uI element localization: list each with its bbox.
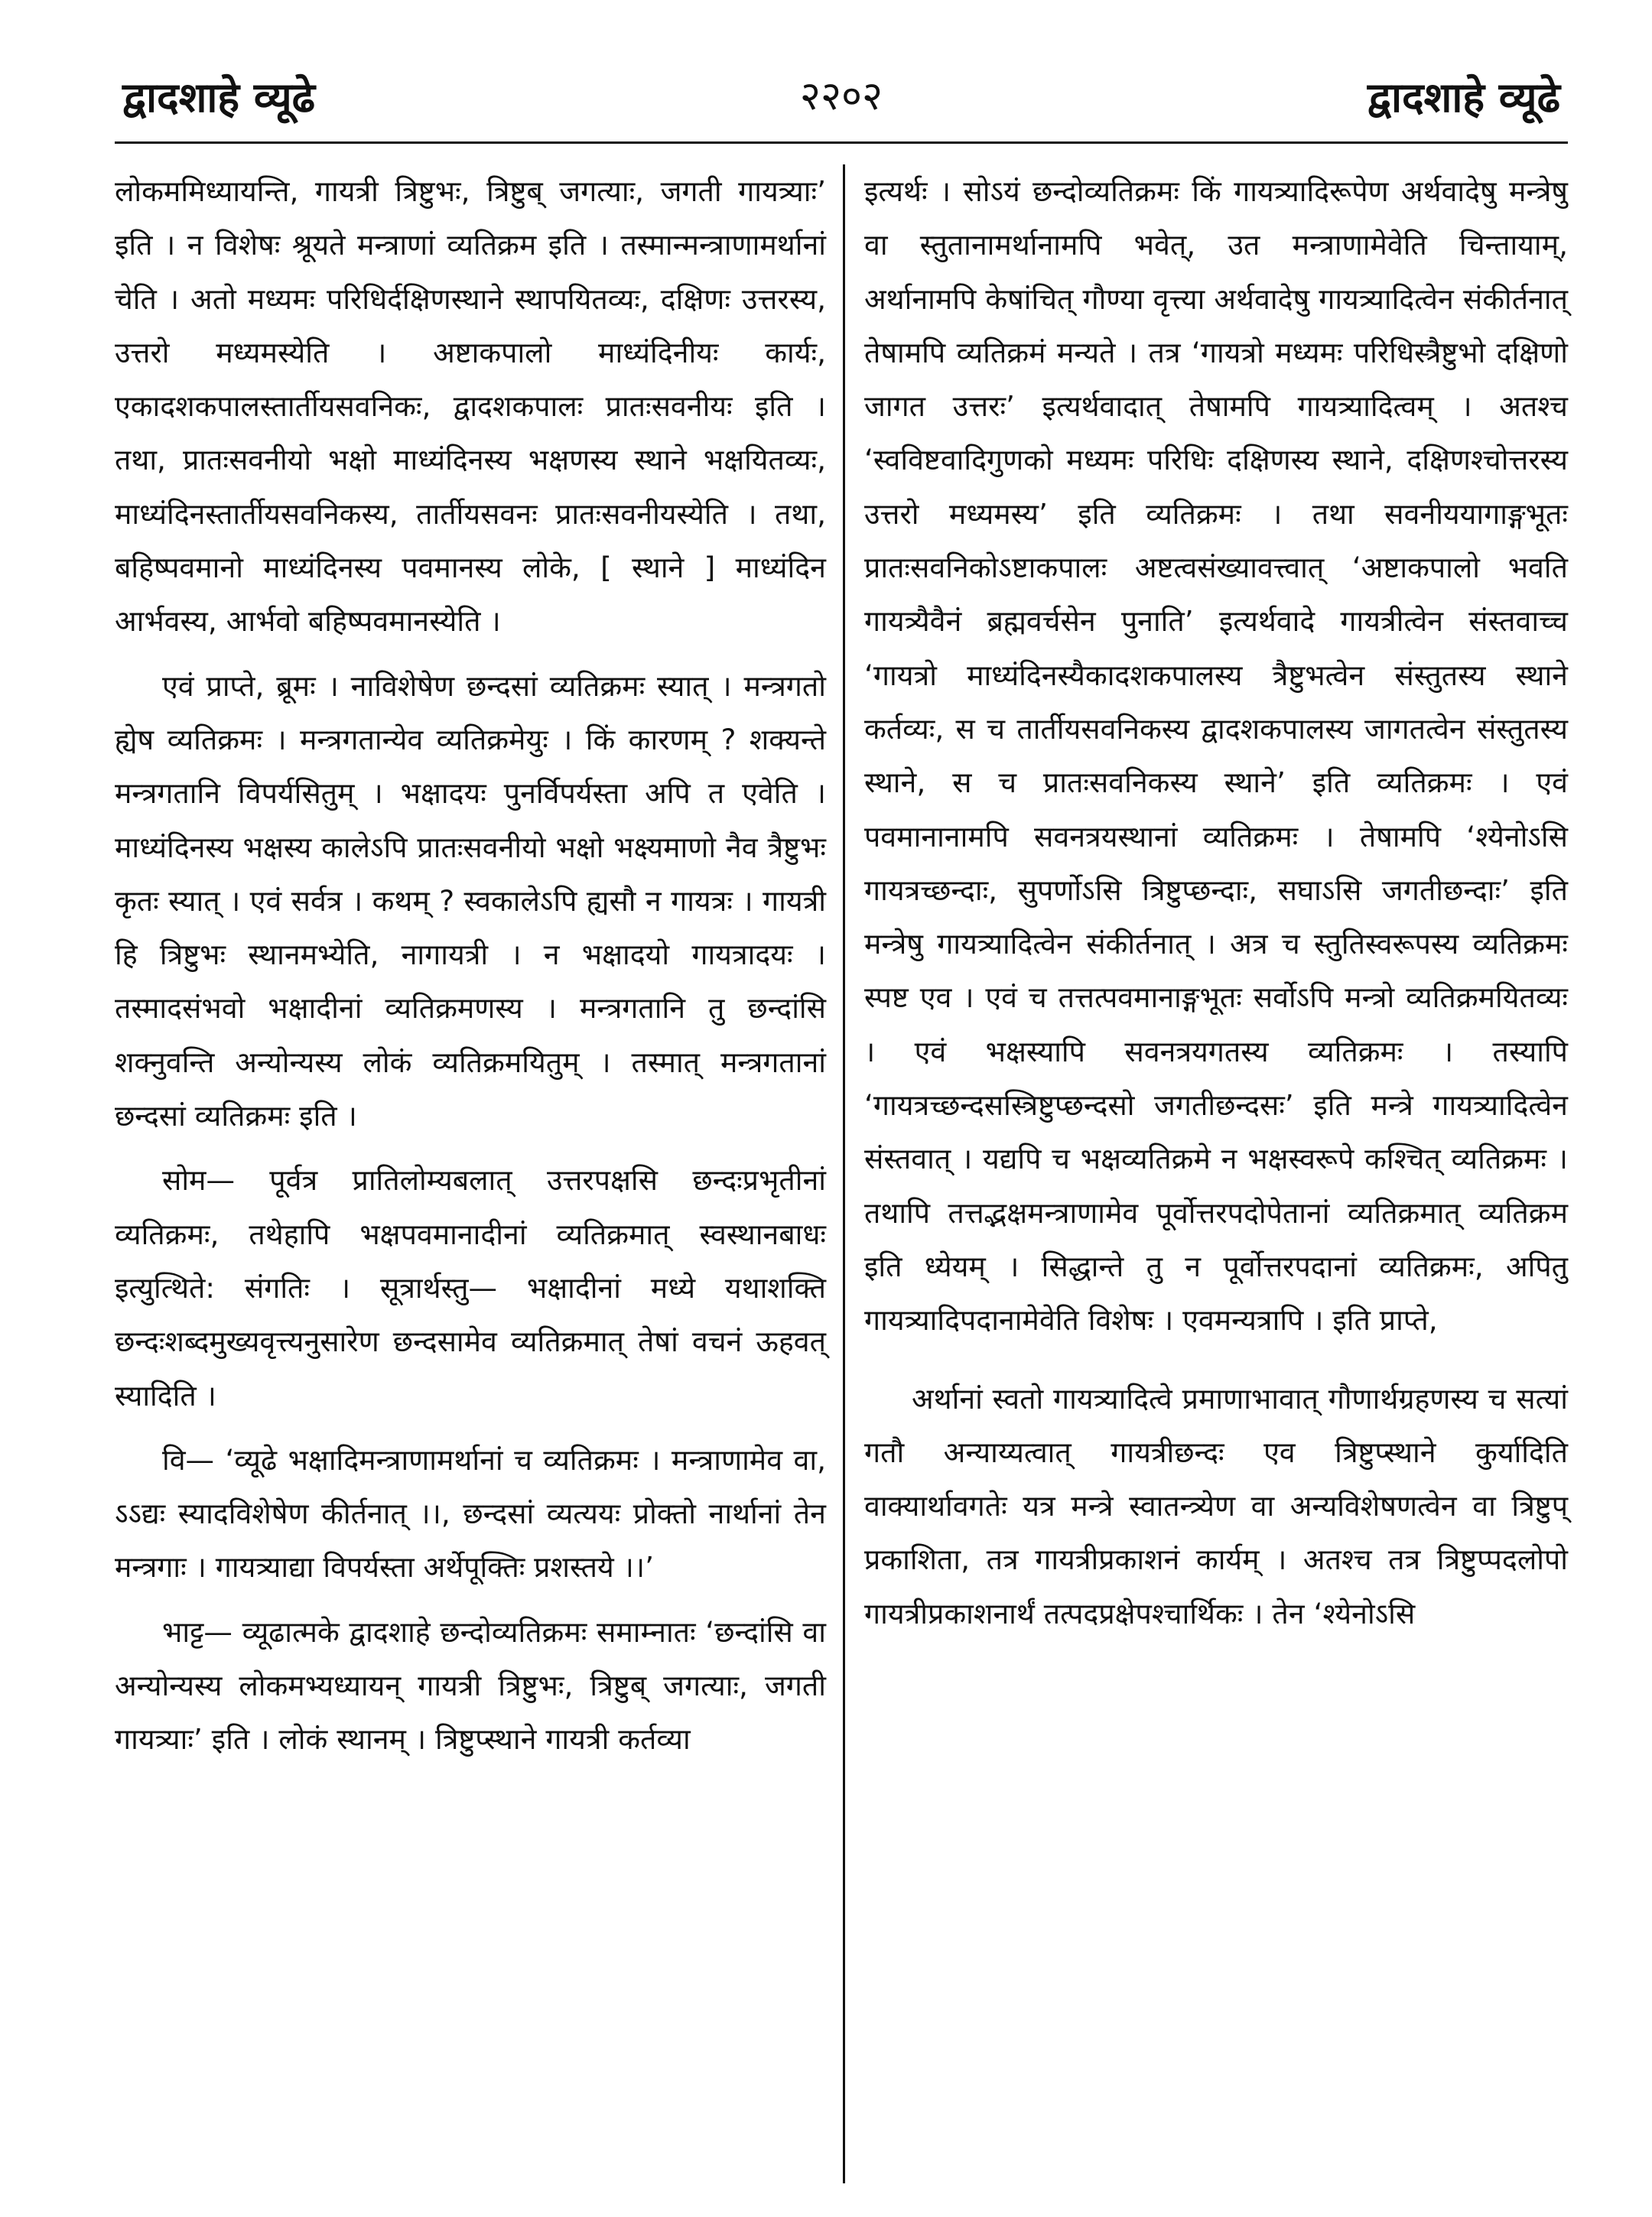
running-title-left: द्वादशाहे व्यूढे [122, 73, 316, 122]
running-title-right: द्वादशाहे व्यूढे [1367, 73, 1560, 122]
paragraph: सोम— पूर्वत्र प्रातिलोम्यबलात् उत्तरपक्षसि छन्दःप्रभृतीनां व्यतिक्रमः, तथेहापि भक्षपवमानादीनां व्यतिक्रमात् स्वस्थानबाधः इत्युत्थिते: संगतिः । सूत्रार्थस्तु— भक्षादीनां मध्ये यथाशक्ति छन्दःशब्दमुख्यवृत्त्यनुसारेण छन्दसामेव व्यतिक्रमात् तेषां वचनं ऊहवत् स्यादिति । [115, 1163, 826, 1412]
paragraph: लोकममिध्यायन्ति, गायत्री त्रिष्टुभः, त्रिष्टुब् जगत्याः, जगती गायत्र्याः’ इति । न विशेषः श्रूयते मन्त्राणां व्यतिक्रम इति । तस्मान्मन्त्राणामर्थानां चेति । अतो मध्यमः परिधिर्दक्षिणस्थाने स्थापयितव्यः, दक्षिणः उत्तरस्य, उत्तरो मध्यमस्येति । अष्टाकपालो माध्यंदिनीयः कार्यः, एकादशकपालस्तार्तीयसवनिकः, द्वादशकपालः प्रातःसवनीयः इति । तथा, प्रातःसवनीयो भक्षो माध्यंदिनस्य भक्षणस्य स्थाने भक्षयितव्यः, माध्यंदिनस्तार्तीयसवनिकस्य, तार्तीयसवनः प्रातःसवनीयस्येति । तथा, बहिष्पवमानो माध्यंदिनस्य पवमानस्य लोके, [ स्थाने ] माध्यंदिन आर्भवस्य, आर्भवो बहिष्पवमानस्येति । [115, 174, 826, 639]
page-number: २२०२ [799, 73, 883, 119]
paragraph: इत्यर्थः । सोऽयं छन्दोव्यतिक्रमः किं गायत्र्यादिरूपेण अर्थवादेषु मन्त्रेषु वा स्तुतानामर्थानामपि भवेत्, उत मन्त्राणामेवेति चिन्तायाम्, अर्थानामपि केषांचित् गौण्या वृत्त्या अर्थवादेषु गायत्र्यादित्वेन संकीर्तनात् तेषामपि व्यतिक्रमं मन्यते । तत्र ‘गायत्रो मध्यमः परिधिस्त्रैष्टुभो दक्षिणो जागत उत्तरः’ इत्यर्थवादात् तेषामपि गायत्र्यादित्वम् । अतश्च ‘स्वविष्टवादिगुणको मध्यमः परिधिः दक्षिणस्य स्थाने, दक्षिणश्चोत्तरस्य उत्तरो मध्यमस्य’ इति व्यतिक्रमः । तथा सवनीययागाङ्गभूतः प्रातःसवनिकोऽष्टाकपालः अष्टत्वसंख्यावत्त्वात् ‘अष्टाकपालो भवति गायत्र्यैवैनं ब्रह्मवर्चसेन पुनाति’ इत्यर्थवादे गायत्रीत्वेन संस्तवाच्च ‘गायत्रो माध्यंदिनस्यैकादशकपालस्य त्रैष्टुभत्वेन संस्तुतस्य स्थाने कर्तव्यः, स च तार्तीयसवनिकस्य द्वादशकपालस्य जागतत्वेन संस्तुतस्य स्थाने, स च प्रातःसवनिकस्य स्थाने’ इति व्यतिक्रमः । एवं पवमानानामपि सवनत्रयस्थानां व्यतिक्रमः । तेषामपि ‘श्येनोऽसि गायत्रच्छन्दाः, सुपर्णोऽसि त्रिष्टुप्छन्दाः, सघाऽसि जगतीछन्दाः’ इति मन्त्रेषु गायत्र्यादित्वेन संकीर्तनात् । अत्र च स्तुतिस्वरूपस्य व्यतिक्रमः स्पष्ट एव । एवं च तत्तत्पवमानाङ्गभूतः सर्वोऽपि मन्त्रो व्यतिक्रमयितव्यः । एवं भक्षस्यापि सवनत्रयगतस्य व्यतिक्रमः । तस्यापि ‘गायत्रच्छन्दसस्त्रिष्टुप्छन्दसो जगतीछन्दसः’ इति मन्त्रे गायत्र्यादित्वेन संस्तवात् । यद्यपि च भक्षव्यतिक्रमे न भक्षस्वरूपे कश्चित् व्यतिक्रमः । तथापि तत्तद्भक्षमन्त्राणामेव पूर्वोत्तरपदोपेतानां व्यतिक्रमात् व्यतिक्रम इति ध्येयम् । सिद्धान्ते तु न पूर्वोत्तरपदानां व्यतिक्रमः, अपितु गायत्र्यादिपदानामेवेति विशेषः । एवमन्यत्रापि । इति प्राप्ते, [864, 174, 1568, 1338]
paragraph: एवं प्राप्ते, ब्रूमः । नाविशेषेण छन्दसां व्यतिक्रमः स्यात् । मन्त्रगतो ह्येष व्यतिक्रमः । मन्त्रगतान्येव व्यतिक्रमेयुः । किं कारणम् ? शक्यन्ते मन्त्रगतानि विपर्यसितुम् । भक्षादयः पुनर्विपर्यस्ता अपि त एवेति । माध्यंदिनस्य भक्षस्य कालेऽपि प्रातःसवनीयो भक्षो भक्ष्यमाणो नैव त्रैष्टुभः कृतः स्यात् । एवं सर्वत्र । कथम् ? स्वकालेऽपि ह्यसौ न गायत्रः । गायत्री हि त्रिष्टुभः स्थानमभ्येति, नागायत्री । न भक्षादयो गायत्रादयः । तस्मादसंभवो भक्षादीनां व्यतिक्रमणस्य । मन्त्रगतानि तु छन्दांसि शक्नुवन्ति अन्योन्यस्य लोकं व्यतिक्रमयितुम् । तस्मात् मन्त्रगतानां छन्दसां व्यतिक्रमः इति । [115, 668, 826, 1133]
header-rule [115, 141, 1568, 144]
right-column [864, 164, 1568, 1640]
left-column [115, 164, 826, 1767]
column-divider [843, 164, 845, 2183]
paragraph: वि— ‘व्यूढे भक्षादिमन्त्राणामर्थानां च व्यतिक्रमः । मन्त्राणामेव वा, ऽऽद्यः स्यादविशेषेण कीर्तनात् ।।, छन्दसां व्यत्ययः प्रोक्तो नार्थानां तेन मन्त्रगाः । गायत्र्याद्या विपर्यस्ता अर्थेपूक्तिः प्रशस्तये ।।’ [115, 1442, 826, 1585]
paragraph: अर्थानां स्वतो गायत्र्यादित्वे प्रमाणाभावात् गौणार्थग्रहणस्य च सत्यां गतौ अन्याय्यत्वात् गायत्रीछन्दः एव त्रिष्टुप्स्थाने कुर्यादिति वाक्यार्थावगतेः यत्र मन्त्रे स्वातन्त्र्येण वा अन्यविशेषणत्वेन वा त्रिष्टुप् प्रकाशिता, तत्र गायत्रीप्रकाशनं कार्यम् । अतश्च तत्र त्रिष्टुप्पदलोपो गायत्रीप्रकाशनार्थं तत्पदप्रक्षेपश्चार्थिकः । तेन ‘श्येनोऽसि [864, 1381, 1568, 1630]
page-header [115, 67, 1568, 128]
paragraph: भाट्ट— व्यूढात्मके द्वादशाहे छन्दोव्यतिक्रमः समाम्नातः ‘छन्दांसि वा अन्योन्यस्य लोकमभ्यध्यायन् गायत्री त्रिष्टुभः, त्रिष्टुब् जगत्याः, जगती गायत्र्याः’ इति । लोकं स्थानम् । त्रिष्टुप्स्थाने गायत्री कर्तव्या [115, 1614, 826, 1757]
